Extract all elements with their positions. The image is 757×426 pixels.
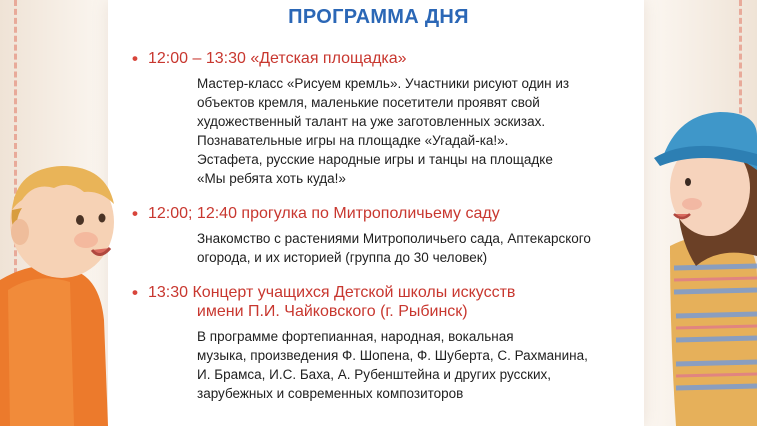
bullet-marker: •	[132, 204, 138, 223]
event-description-line: В программе фортепианная, народная, вокальная	[197, 329, 514, 344]
event-description-line: И. Брамса, И.С. Баха, А. Рубенштейна и других русских,	[197, 367, 552, 382]
event-description	[197, 327, 632, 403]
event-description-line: объектов кремля, маленькие посетители проявят свой	[197, 95, 540, 110]
bullet-marker: •	[132, 49, 138, 68]
event-description-line: музыка, произведения Ф. Шопена, Ф. Шуберта, С. Рахманина,	[197, 348, 588, 363]
event-description	[197, 229, 632, 267]
event-heading-line: 12:00 – 13:30 «Детская площадка»	[148, 50, 407, 67]
event-description-line: зарубежных и современных композиторов	[197, 386, 464, 401]
event-description-line: огорода, и их историей (группа до 30 человек)	[197, 250, 488, 265]
event-description-line: Познавательные игры на площадке «Угадай-ка!».	[197, 133, 509, 148]
event-item	[132, 49, 632, 188]
bullet-marker: •	[132, 283, 138, 302]
event-description-line: Эстафета, русские народные игры и танцы на площадке	[197, 152, 553, 167]
event-heading-line: 12:00; 12:40 прогулка по Митрополичьему саду	[148, 205, 500, 222]
event-description-line: художественный талант на уже заготовленных эскизах.	[197, 114, 546, 129]
page-title: ПРОГРАММА ДНЯ	[288, 6, 469, 28]
event-heading-line: 13:30 Концерт учащихся Детской школы искусств	[148, 284, 516, 301]
event-heading-line: имени П.И. Чайковского (г. Рыбинск)	[148, 303, 468, 320]
event-description-line: «Мы ребята хоть куда!»	[197, 171, 346, 186]
boy-illustration	[0, 160, 150, 426]
event-description-line: Мастер-класс «Рисуем кремль». Участники рисуют один из	[197, 76, 570, 91]
event-heading	[148, 49, 632, 68]
event-heading	[148, 204, 632, 223]
event-item	[132, 204, 632, 267]
event-description-line: Знакомство с растениями Митрополичьего сада, Аптекарского	[197, 231, 591, 246]
girl-illustration	[640, 96, 757, 426]
event-description	[197, 74, 632, 188]
event-item	[132, 283, 632, 403]
event-list	[132, 49, 632, 403]
event-heading	[148, 283, 632, 321]
